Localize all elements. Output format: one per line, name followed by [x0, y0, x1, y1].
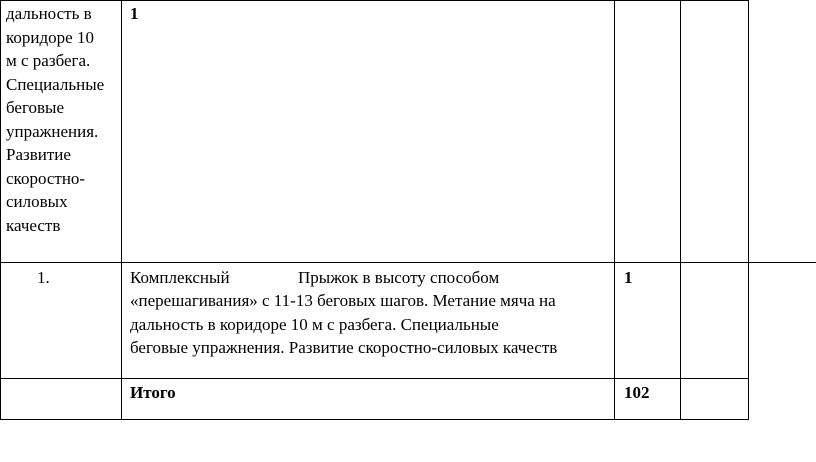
table-left-border	[0, 0, 1, 420]
continued-row-hours: 1	[130, 4, 139, 23]
table-top-border	[0, 0, 749, 1]
total-label: Итого	[130, 383, 176, 402]
table-right-border	[748, 0, 749, 420]
total-hours: 102	[624, 383, 650, 402]
column-divider	[614, 0, 615, 420]
continued-row-text: дальность в коридоре 10 м с разбега. Специальные беговые упражнения. Развитие скоростно- силовых качеств	[6, 4, 105, 235]
lesson-type: Комплексный	[130, 268, 230, 287]
column-divider	[121, 0, 122, 420]
lesson-number: 1.	[37, 268, 50, 287]
row-divider	[0, 378, 749, 379]
column-divider	[680, 0, 681, 420]
lesson-content-first-line: Прыжок в высоту способом	[298, 268, 500, 287]
row-divider	[0, 262, 816, 263]
lesson-hours: 1	[624, 268, 633, 287]
table-bottom-border	[0, 419, 749, 420]
lesson-content: «перешагивания» с 11-13 беговых шагов. Метание мяча на дальность в коридоре 10 м с разбега. Специальные беговые упражнения. Развитие скоростно-силовых качеств	[130, 291, 558, 357]
